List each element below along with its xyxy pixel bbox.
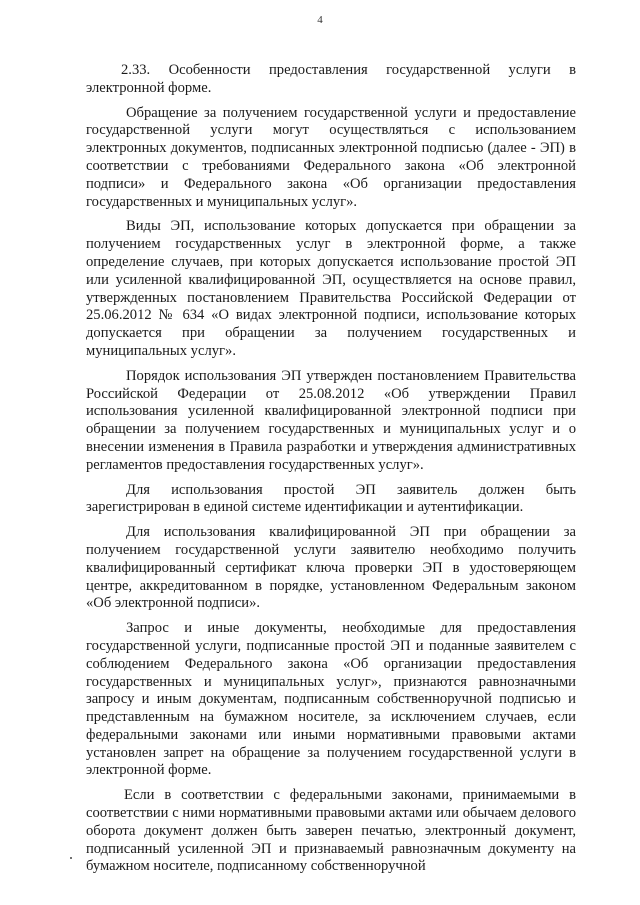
section-heading-paragraph: 2.33. Особенности предоставления государственной услуги в электронной форме. — [86, 62, 576, 96]
paragraph: Порядок использования ЭП утвержден постановлением Правительства Российской Федерации от 25.08.2012 «Об утверждении Правил использования усиленной квалифицированной электронной подписи при обращении за получением государственных и муниципальных услуг и о внесении изменения в Правила разработки и утверждения административных регламентов предоставления государственных услуг». — [86, 367, 576, 473]
scan-speck — [70, 857, 72, 859]
page-number: 4 — [317, 14, 323, 26]
paragraph: Запрос и иные документы, необходимые для предоставления государственной услуги, подписанные простой ЭП и поданные заявителем с соблюдением Федерального закона «Об организации предоставления государственных и муниципальных услуг», признаются равнозначными запросу и иным документам, подписанным собственноручной подписью и представленным на бумажном носителе, за исключением случаев, если федеральными законами или иными нормативными правовыми актами установлен запрет на обращение за получением государственной услуги в электронной форме. — [86, 620, 576, 779]
paragraph: Если в соответствии с федеральными законами, принимаемыми в соответствии с ними нормативными правовыми актами или обычаем делового оборота документ должен быть заверен печатью, электронный документ, подписанный усиленной ЭП и признаваемый равнозначным документу на бумажном носителе, подписанному собственноручной — [86, 787, 576, 875]
paragraph: Виды ЭП, использование которых допускается при обращении за получением государственных услуг в электронной форме, а также определение случаев, при которых допускается использование простой ЭП или усиленной квалифицированной ЭП, осуществляется на основе правил, утвержденных постановлением Правительства Российской Федерации от 25.06.2012 № 634 «О видах электронной подписи, использование которых допускается при обращении за получением государственных и муниципальных услуг». — [86, 218, 576, 359]
paragraph: Для использования простой ЭП заявитель должен быть зарегистрирован в единой системе идентификации и аутентификации. — [86, 481, 576, 516]
paragraph: Обращение за получением государственной услуги и предоставление государственной услуги могут осуществляться с использованием электронных документов, подписанных электронной подписью (далее - ЭП) в соответствии с требованиями Федерального закона «Об электронной подписи» и Федерального закона «Об организации предоставления государственных и муниципальных услуг». — [86, 104, 576, 210]
paragraph: Для использования квалифицированной ЭП при обращении за получением государственной услуги заявителю необходимо получить квалифицированный сертификат ключа проверки ЭП в удостоверяющем центре, аккредитованном в порядке, установленном Федеральным законом «Об электронной подписи». — [86, 524, 576, 612]
document-body — [86, 62, 576, 883]
